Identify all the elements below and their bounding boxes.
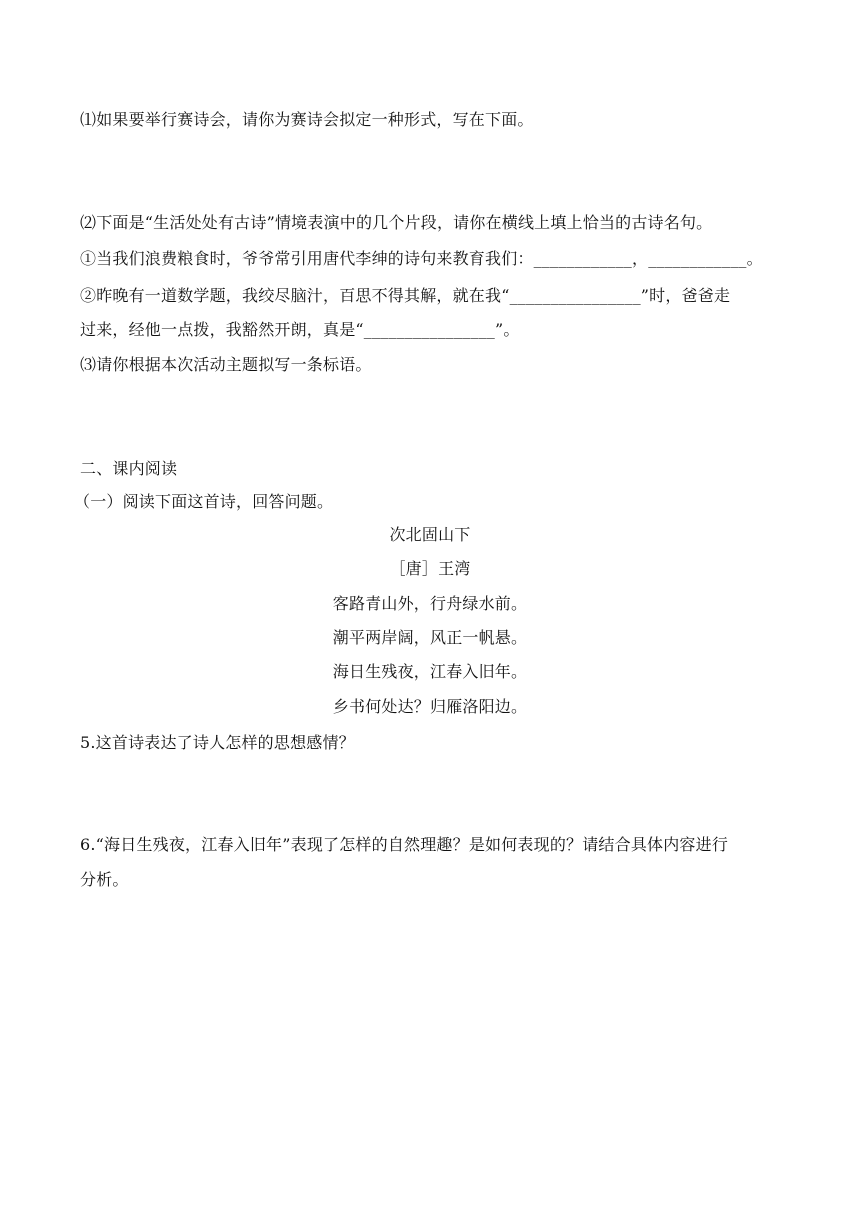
question-2-item-2-line-1: ②昨晚有一道数学题，我绞尽脑汁，百思不得其解，就在我“________________”时，爸爸走 xyxy=(80,286,731,305)
poem-line: 客路青山外，行舟绿水前。 xyxy=(332,594,528,613)
poem-line: 潮平两岸阔，风正一帆悬。 xyxy=(332,628,528,647)
poem-line: 乡书何处达？归雁洛阳边。 xyxy=(332,697,528,716)
question-5: 5.这首诗表达了诗人怎样的思想感情？ xyxy=(80,733,355,752)
reading-instruction: （一）阅读下面这首诗，回答问题。 xyxy=(74,492,334,511)
section-heading: 二、课内阅读 xyxy=(80,459,178,478)
poem-line: 海日生残夜，江春入旧年。 xyxy=(332,662,528,681)
poem-author: ［唐］王湾 xyxy=(389,559,471,578)
question-3: ⑶请你根据本次活动主题拟写一条标语。 xyxy=(80,355,372,374)
poem-title: 次北固山下 xyxy=(389,525,471,544)
question-1: ⑴如果要举行赛诗会，请你为赛诗会拟定一种形式，写在下面。 xyxy=(80,110,534,129)
question-2-intro: ⑵下面是“生活处处有古诗”情境表演中的几个片段，请你在横线上填上恰当的古诗名句。 xyxy=(80,213,713,232)
question-6-line-2: 分析。 xyxy=(80,870,129,889)
question-2-item-2-line-2: 过来，经他一点拨，我豁然开朗，真是“________________”。 xyxy=(80,320,520,339)
question-2-item-1: ①当我们浪费粮食时，爷爷常引用唐代李绅的诗句来教育我们：____________，____________。 xyxy=(80,249,763,268)
question-6-line-1: 6.“海日生残夜，江春入旧年”表现了怎样的自然理趣？是如何表现的？请结合具体内容进行 xyxy=(80,835,729,854)
